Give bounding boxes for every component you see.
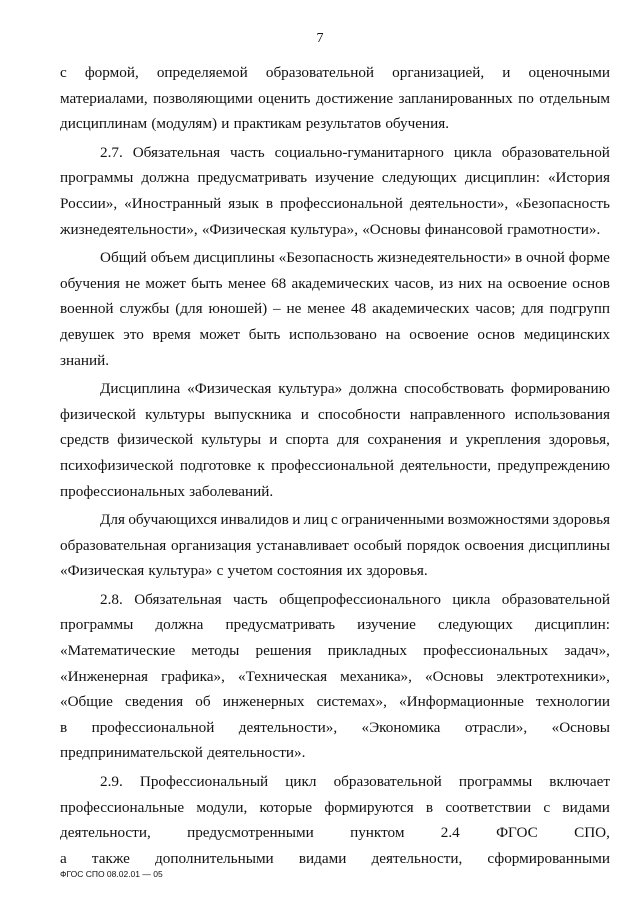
paragraph-line: «Математические методы решения прикладных профессиональных задач»,	[60, 642, 610, 660]
paragraph	[60, 769, 610, 871]
paragraph	[60, 245, 610, 373]
paragraph-line: профессиональных заболеваний.	[60, 482, 274, 500]
paragraph-line: знаний.	[60, 351, 110, 369]
paragraph	[60, 60, 610, 137]
paragraph-line: деятельности, предусмотренными пунктом 2.4 ФГОС СПО,	[60, 824, 610, 842]
paragraph-line: Дисциплина «Физическая культура» должна способствовать формированию	[100, 380, 610, 398]
paragraph-line: дисциплинам (модулям) и практикам результатов обучения.	[60, 115, 450, 133]
paragraph-line: материалами, позволяющими оценить достижение запланированных по отдельным	[60, 89, 610, 107]
paragraph-line: физической культуры выпускника и способности направленного использования	[60, 405, 610, 423]
paragraph-line: средств физической культуры и спорта для сохранения и укрепления здоровья,	[60, 431, 610, 449]
paragraph-line: обучения не может быть менее 68 академических часов, из них на освоение основ	[60, 274, 610, 292]
paragraph-line: «Физическая культура» с учетом состояния их здоровья.	[60, 562, 428, 580]
paragraph-line: Для обучающихся инвалидов и лиц с ограниченными возможностями здоровья	[100, 511, 610, 529]
paragraph	[60, 507, 610, 584]
document-footer: ФГОС СПО 08.02.01 — 05	[60, 869, 163, 879]
page-number: 7	[316, 31, 324, 46]
paragraph-line: жизнедеятельности», «Физическая культура», «Основы финансовой грамотности».	[60, 220, 601, 238]
paragraph-line: 2.7. Обязательная часть социально-гуманитарного цикла образовательной	[100, 143, 610, 161]
paragraph-line: психофизической подготовке к профессиональной деятельности, предупреждению	[60, 456, 610, 474]
paragraph-line: 2.8. Обязательная часть общепрофессионального цикла образовательной	[100, 590, 610, 608]
paragraph-line: профессиональные модули, которые формируются в соответствии с видами	[60, 798, 610, 816]
paragraph-line: программы должна предусматривать изучение следующих дисциплин: «История	[60, 169, 610, 187]
paragraph-line: с формой, определяемой образовательной организацией, и оценочными	[60, 64, 610, 81]
paragraph	[60, 376, 610, 504]
paragraph	[60, 587, 610, 766]
paragraph-line: 2.9. Профессиональный цикл образовательной программы включает	[100, 773, 610, 791]
paragraph-line: образовательная организация устанавливает особый порядок освоения дисциплины	[60, 536, 610, 554]
paragraph	[60, 140, 610, 242]
body-text	[60, 60, 610, 871]
paragraph-line: в профессиональной деятельности», «Экономика отрасли», «Основы	[60, 718, 610, 736]
paragraph-line: России», «Иностранный язык в профессиональной деятельности», «Безопасность	[60, 194, 610, 212]
paragraph-line: «Инженерная графика», «Техническая механика», «Основы электротехники»,	[60, 667, 610, 685]
paragraph-line: военной службы (для юношей) – не менее 48 академических часов; для подгрупп	[60, 300, 610, 318]
paragraph-line: девушек это время может быть использовано на освоение основ медицинских	[60, 325, 610, 343]
paragraph-line: программы должна предусматривать изучение следующих дисциплин:	[60, 616, 610, 634]
paragraph-line: предпринимательской деятельности».	[60, 744, 306, 762]
paragraph-line: а также дополнительными видами деятельности, сформированными	[60, 849, 610, 867]
paragraph-line: Общий объем дисциплины «Безопасность жизнедеятельности» в очной форме	[100, 249, 610, 267]
paragraph-line: «Общие сведения об инженерных системах», «Информационные технологии	[60, 693, 610, 711]
